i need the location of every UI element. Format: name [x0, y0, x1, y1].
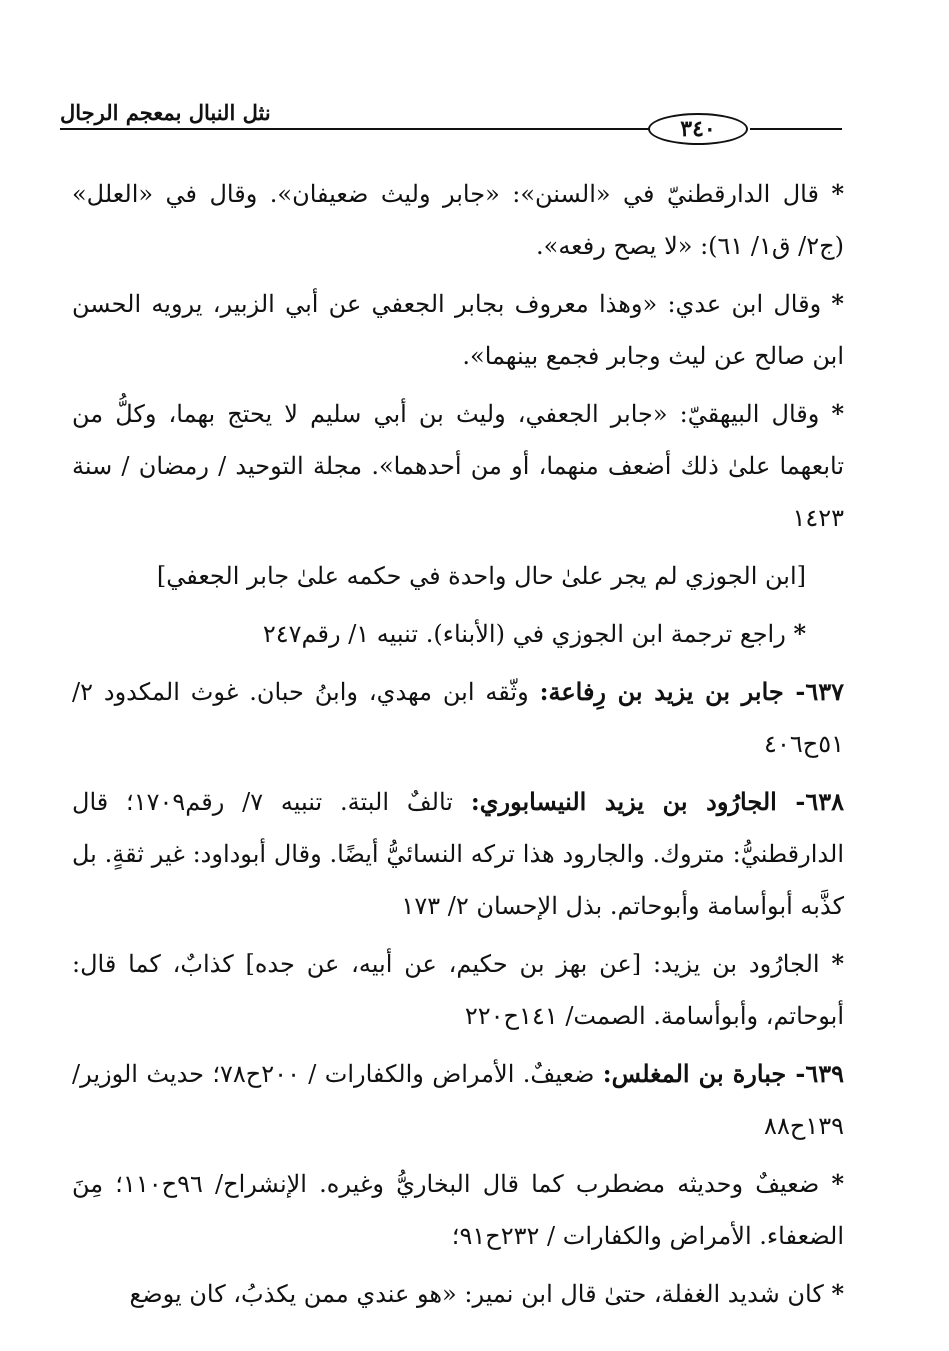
paragraph-text: ضعيفٌ وحديثه مضطرب كما قال البخاريُّ وغيره. الإنشراح/ ٩٦ح١١٠؛ مِنَ الضعفاء. الأمراض والكفارات / ٢٣٢ح٩١؛ [72, 1170, 844, 1250]
header-rule-right [750, 128, 842, 130]
paragraph-text: راجع ترجمة ابن الجوزي في (الأبناء). تنبيه ١/ رقم٢٤٧ [262, 620, 786, 648]
entry-heading: ٦٣٧- جابر بن يزيد بن رِفاعة: [539, 677, 844, 706]
paragraph-jarud [72, 938, 844, 1042]
paragraph-text: كان شديد الغفلة، حتىٰ قال ابن نمير: «هو عندي ممن يكذبُ، كان يوضع [129, 1280, 824, 1308]
running-header-title: نثل النبال بمعجم الرجال [60, 100, 271, 125]
paragraph-bullet: * [831, 179, 844, 208]
header-rule-left [60, 128, 650, 130]
paragraph-jubara-heedless [72, 1268, 844, 1320]
page-number: ٣٤٠ [648, 113, 748, 145]
paragraph-bullet: * [831, 289, 844, 318]
paragraph-text: وقال ابن عدي: «وهذا معروف بجابر الجعفي عن أبي الزبير، يرويه الحسن ابن صالح عن ليث وجابر فجمع بينهما». [72, 290, 844, 370]
page-body [72, 168, 844, 1326]
paragraph-ibn-jawzi-ref [72, 608, 844, 660]
paragraph-ibn-jawzi-note [72, 550, 844, 602]
entry-text: وثّقه ابن مهدي، وابنُ حبان. غوث المكدود ٢/ ٥١ح٤٠٦ [72, 678, 844, 758]
entry-heading: ٦٣٨- الجارُود بن يزيد النيسابوري: [470, 787, 844, 816]
entry-text: تالفٌ البتة. تنبيه ٧/ رقم١٧٠٩؛ قال الدارقطنيُّ: متروك. والجارود هذا تركه النسائيُّ أيضًا. وقال أبوداود: غير ثقةٍ. بل كذَّبه أبوأسامة وأبوحاتم. بذل الإحسان ٢/ ١٧٣ [72, 788, 844, 920]
entry-639 [72, 1048, 844, 1152]
paragraph-text: [ابن الجوزي لم يجر علىٰ حال واحدة في حكمه علىٰ جابر الجعفي] [156, 562, 806, 590]
paragraph-jubara-weak [72, 1158, 844, 1262]
entry-text: ضعيفٌ. الأمراض والكفارات / ٢٠٠ح٧٨؛ حديث الوزير/ ١٣٩ح٨٨ [72, 1060, 844, 1140]
paragraph-bullet: * [831, 399, 844, 428]
paragraph-bullet: * [831, 1169, 844, 1198]
paragraph-bullet: * [793, 619, 806, 648]
paragraph-ibn-adi [72, 278, 844, 382]
entry-heading: ٦٣٩- جبارة بن المغلس: [602, 1059, 844, 1088]
paragraph-text: الجارُود بن يزيد: [عن بهز بن حكيم، عن أبيه، عن جده] كذابٌ، كما قال: أبوحاتم، وأبوأسامة. الصمت/ ١٤١ح٢٢٠ [72, 950, 844, 1030]
entry-637 [72, 666, 844, 770]
paragraph-text: قال الدارقطنيّ في «السنن»: «جابر وليث ضعيفان». وقال في «العلل» (ج٢/ ق١/ ٦١): «لا يصح رفعه». [72, 180, 844, 260]
paragraph-bullet: * [831, 1279, 844, 1308]
paragraph-text: وقال البيهقيّ: «جابر الجعفي، وليث بن أبي سليم لا يحتج بهما، وكلُّ من تابعهما علىٰ ذلك أضعف منهما، أو من أحدهما». مجلة التوحيد / رمضان / سنة ١٤٢٣ [72, 400, 844, 532]
paragraph-bullet: * [831, 949, 844, 978]
entry-638 [72, 776, 844, 932]
paragraph-bayhaqi [72, 388, 844, 544]
paragraph-daraqutni [72, 168, 844, 272]
